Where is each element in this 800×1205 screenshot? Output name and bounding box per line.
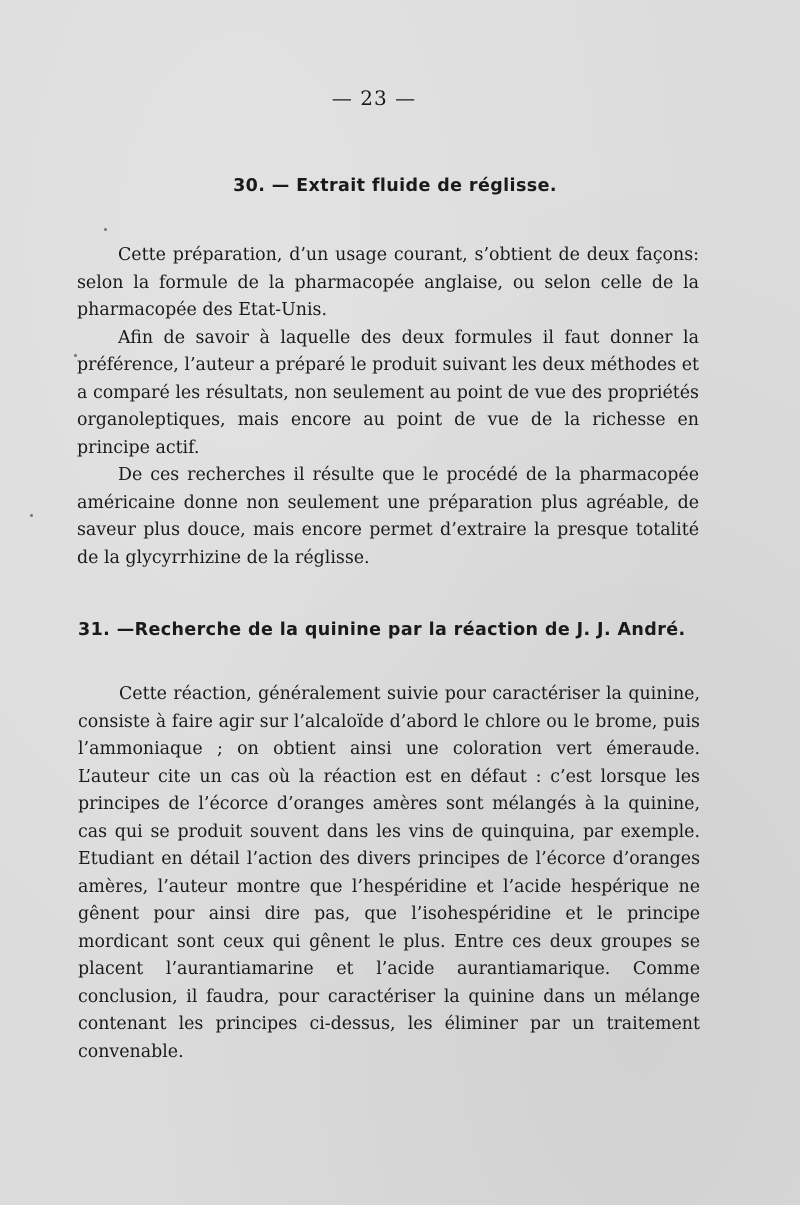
- print-speck: [74, 354, 77, 357]
- section-30-paragraph-3: De ces recherches il résulte que le procédé de la pharmacopée américaine donne non seulement une préparation plus agréable, de saveur plus douce, mais encore permet d’extraire la presque totalité de la glycyrrhizine de la réglisse.: [77, 465, 699, 568]
- section-30-body: [77, 242, 699, 572]
- print-speck: [30, 514, 33, 517]
- section-31-body: [78, 681, 700, 1066]
- section-30-paragraph-1: Cette préparation, d’un usage courant, s’obtient de deux façons: selon la formule de la pharmacopée anglaise, ou selon celle de la pharmacopée des Etat-Unis.: [77, 245, 699, 320]
- print-speck: [104, 228, 107, 231]
- page-number: — 23 —: [331, 86, 417, 110]
- section-31-title: 31. —Recherche de la quinine par la réaction de J. J. André.: [78, 620, 686, 640]
- section-30-paragraph-2: Afin de savoir à laquelle des deux formules il faut donner la préférence, l’auteur a préparé le produit suivant les deux méthodes et a comparé les résultats, non seulement au point de vue des propriétés organoleptiques, mais encore au point de vue de la richesse en principe actif.: [77, 327, 699, 458]
- section-31-paragraph-1: Cette réaction, généralement suivie pour caractériser la quinine, consiste à faire agir sur l’alcaloïde d’abord le chlore ou le brome, puis l’ammoniaque ; on obtient ainsi une coloration vert émeraude. L’auteur cite un cas où la réaction est en défaut : c’est lorsque les principes de l’écorce d’oranges amères sont mélangés à la quinine, cas qui se produit souvent dans les vins de quinquina, par exemple. Etudiant en détail l’action des divers principes de l’écorce d’oranges amères, l’auteur montre que l’hespéridine et l’acide hespérique ne gênent pour ainsi dire pas, que l’isohespéridine et le principe mordicant sont ceux qui gênent le plus. Entre ces deux groupes se placent l’aurantiamarine et l’acide aurantiamarique. Comme conclusion, il faudra, pour caractériser la quinine dans un mélange contenant les principes ci-dessus, les éliminer par un traitement convenable.: [78, 684, 700, 1062]
- section-30-title: 30. — Extrait fluide de réglisse.: [233, 176, 557, 196]
